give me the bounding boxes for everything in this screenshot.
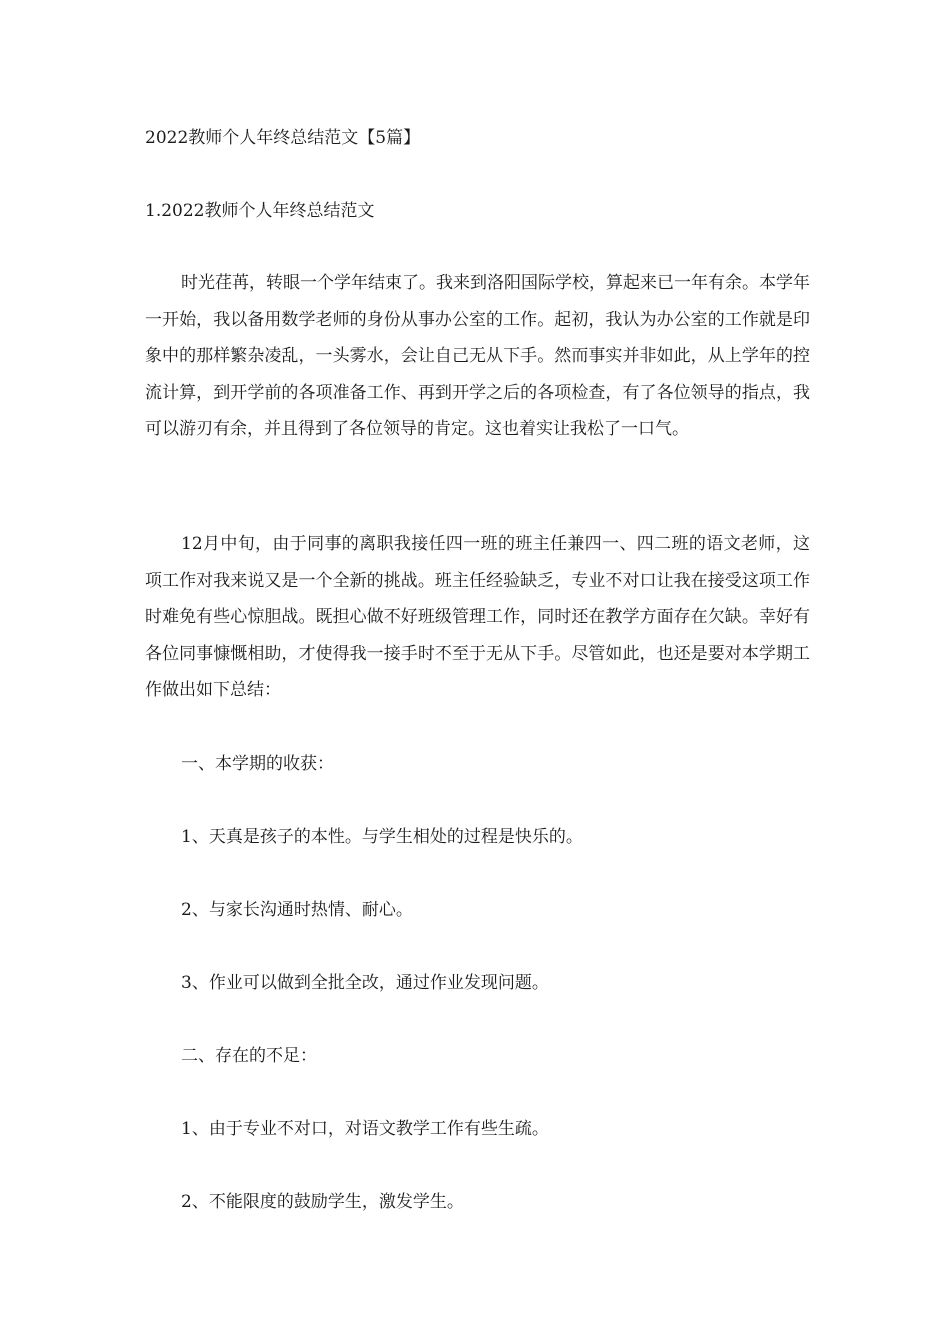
section-title: 1.2022教师个人年终总结范文 [145,201,375,221]
paragraph-2: 12月中旬，由于同事的离职我接任四一班的班主任兼四一、四二班的语文老师，这项工作对我来说又是一个全新的挑战。班主任经验缺乏，专业不对口让我在接受这项工作时难免有些心惊胆战。既担心做不好班级管理工作，同时还在教学方面存在欠缺。幸好有各位同事慷慨相助，才使得我一接手时不至于无从下手。尽管如此，也还是要对本学期工作做出如下总结： [145,534,810,700]
list-item: 1、天真是孩子的本性。与学生相处的过程是快乐的。 [181,827,583,847]
list-item: 2、与家长沟通时热情、耐心。 [181,900,413,920]
document-title: 2022教师个人年终总结范文【5篇】 [145,128,421,148]
list-item: 1、由于专业不对口，对语文教学工作有些生疏。 [181,1119,549,1139]
list-item: 2、不能限度的鼓励学生，激发学生。 [181,1192,464,1212]
heading-gains: 一、本学期的收获： [181,754,334,774]
heading-shortcomings: 二、存在的不足： [181,1046,317,1066]
list-item: 3、作业可以做到全批全改，通过作业发现问题。 [181,973,549,993]
paragraph-1: 时光荏苒，转眼一个学年结束了。我来到洛阳国际学校，算起来已一年有余。本学年一开始，我以备用数学老师的身份从事办公室的工作。起初，我认为办公室的工作就是印象中的那样繁杂凌乱，一头雾水，会让自己无从下手。然而事实并非如此，从上学年的控流计算，到开学前的各项准备工作、再到开学之后的各项检查，有了各位领导的指点，我可以游刃有余，并且得到了各位领导的肯定。这也着实让我松了一口气。 [145,273,810,439]
